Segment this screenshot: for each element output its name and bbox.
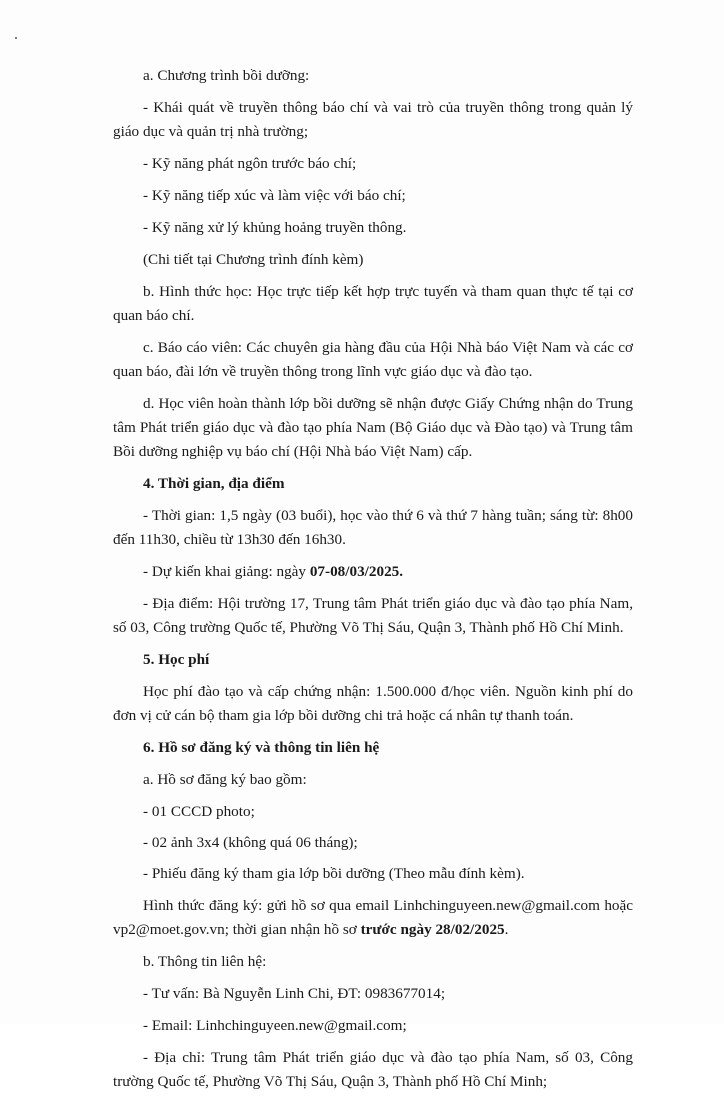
- contact-heading: b. Thông tin liên hệ:: [143, 953, 267, 970]
- schedule-time: - Thời gian: 1,5 ngày (03 buổi), học vào thứ 6 và thứ 7 hàng tuần; sáng từ: 8h00 đến 11h30, chiều từ 13h30 đến 16h30.: [113, 507, 633, 548]
- submission-deadline: trước ngày 28/02/2025: [360, 921, 505, 938]
- documents-heading: a. Hồ sơ đăng ký bao gồm:: [143, 771, 307, 788]
- contact-item: - Địa chỉ: Trung tâm Phát triển giáo dục và đào tạo phía Nam, số 03, Công trường Quốc tế, Phường Võ Thị Sáu, Quận 3, Thành phố Hồ Chí Minh;: [113, 1049, 633, 1090]
- contact-item: - Tư vấn: Bà Nguyễn Linh Chi, ĐT: 0983677014;: [143, 985, 446, 1002]
- opening-date-label: - Dự kiến khai giảng: ngày: [143, 563, 310, 580]
- program-heading: a. Chương trình bồi dưỡng:: [143, 67, 310, 84]
- program-item: - Kỹ năng tiếp xúc và làm việc với báo chí;: [143, 187, 406, 204]
- certificate-info: d. Học viên hoàn thành lớp bồi dưỡng sẽ nhận được Giấy Chứng nhận do Trung tâm Phát triển giáo dục và đào tạo phía Nam (Bộ Giáo dục và Đào tạo) và Trung tâm Bồi dưỡng nghiệp vụ báo chí (Hội Nhà báo Việt Nam) cấp.: [113, 395, 633, 460]
- program-note: (Chi tiết tại Chương trình đính kèm): [143, 251, 364, 268]
- speakers: c. Báo cáo viên: Các chuyên gia hàng đầu của Hội Nhà báo Việt Nam và các cơ quan báo, đài lớn về truyền thông trong lĩnh vực giáo dục và đào tạo.: [113, 339, 633, 380]
- program-item: - Kỹ năng xử lý khủng hoảng truyền thông.: [143, 219, 407, 236]
- submission-end: .: [504, 921, 509, 938]
- program-item: - Khái quát về truyền thông báo chí và vai trò của truyền thông trong quản lý giáo dục và quản trị nhà trường;: [113, 99, 633, 140]
- tuition-info: Học phí đào tạo và cấp chứng nhận: 1.500.000 đ/học viên. Nguồn kinh phí do đơn vị cử cán bộ tham gia lớp bồi dưỡng chi trả hoặc cá nhân tự thanh toán.: [113, 683, 633, 724]
- venue: - Địa điểm: Hội trường 17, Trung tâm Phát triển giáo dục và đào tạo phía Nam, số 03, Công trường Quốc tế, Phường Võ Thị Sáu, Quận 3, Thành phố Hồ Chí Minh.: [113, 595, 633, 636]
- section-5-title: 5. Học phí: [143, 651, 210, 668]
- opening-date-value: 07-08/03/2025.: [309, 563, 404, 580]
- document-item: - 02 ảnh 3x4 (không quá 06 tháng);: [143, 834, 358, 851]
- section-4-title: 4. Thời gian, địa điểm: [143, 475, 285, 492]
- document-body: [113, 64, 633, 1102]
- opening-date: [113, 560, 633, 584]
- study-format: b. Hình thức học: Học trực tiếp kết hợp trực tuyến và tham quan thực tế tại cơ quan báo chí.: [113, 283, 633, 324]
- scan-speck: [15, 37, 17, 39]
- contact-item: - Email: Linhchinguyeen.new@gmail.com;: [143, 1017, 407, 1034]
- section-6-title: 6. Hồ sơ đăng ký và thông tin liên hệ: [143, 739, 380, 756]
- document-item: - Phiếu đăng ký tham gia lớp bồi dưỡng (Theo mẫu đính kèm).: [143, 865, 525, 882]
- document-item: - 01 CCCD photo;: [143, 803, 255, 820]
- submission-info: [113, 894, 633, 942]
- program-item: - Kỹ năng phát ngôn trước báo chí;: [143, 155, 357, 172]
- submission-text: Hình thức đăng ký: gửi hồ sơ qua email Linhchinguyeen.new@gmail.com hoặc vp2@moet.gov.vn; thời gian nhận hồ sơ: [113, 897, 633, 938]
